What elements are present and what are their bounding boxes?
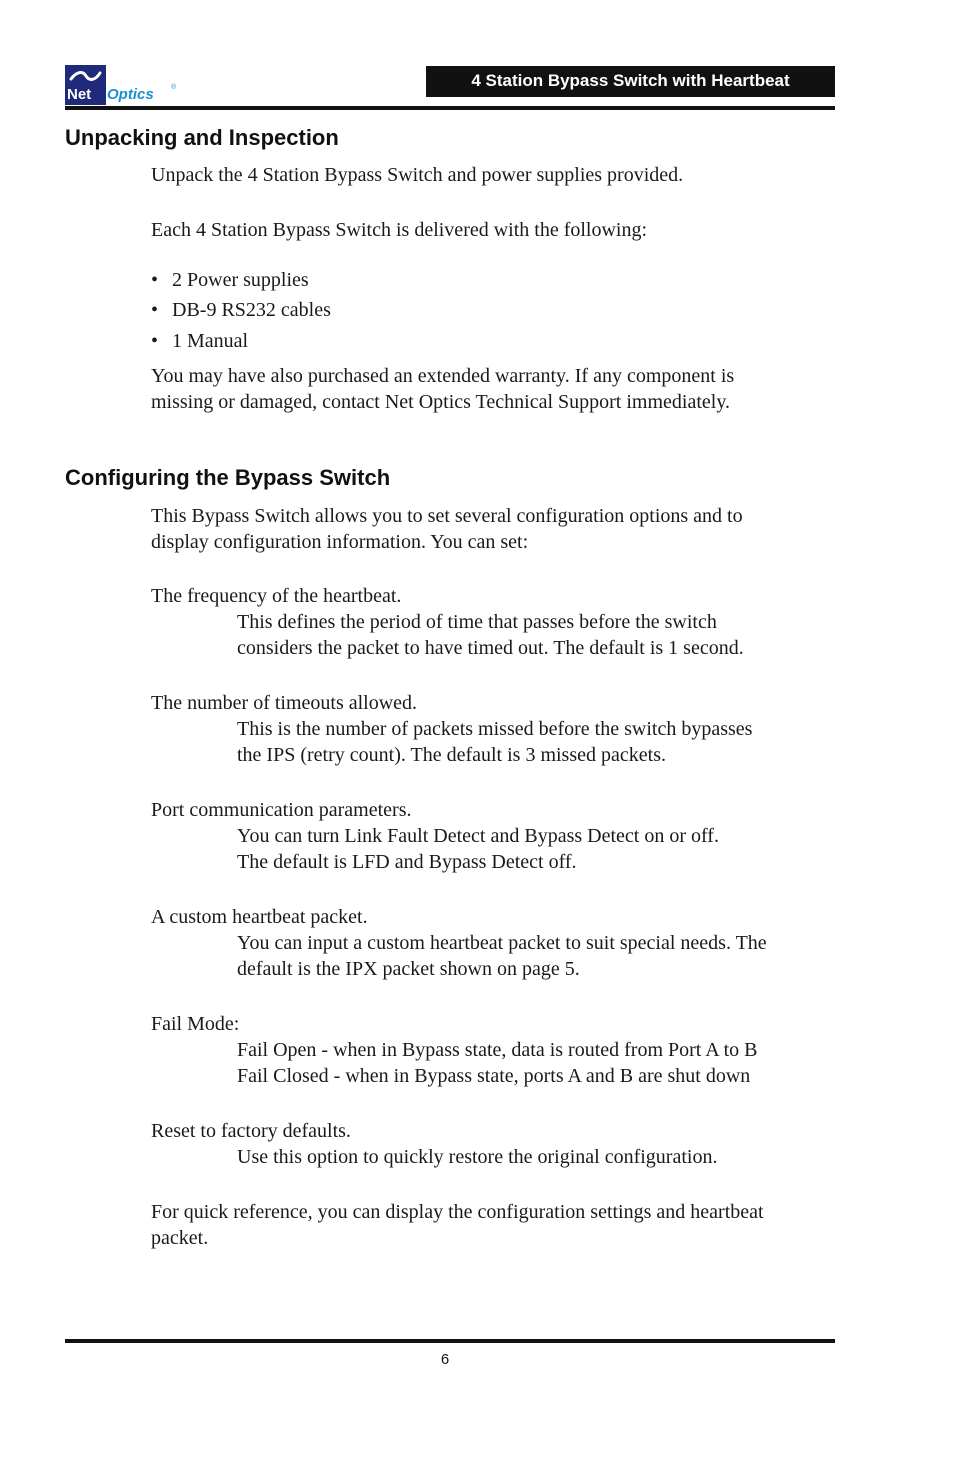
- list-item: [151, 267, 309, 293]
- logo-registered-mark: ®: [171, 84, 177, 91]
- paragraph: Each 4 Station Bypass Switch is delivered with the following:: [151, 219, 648, 241]
- header-title: 4 Station Bypass Switch with Heartbeat: [471, 71, 790, 90]
- option-description: Use this option to quickly restore the original configuration.: [237, 1146, 718, 1168]
- paragraph: Unpack the 4 Station Bypass Switch and power supplies provided.: [151, 164, 684, 186]
- option-description: You can input a custom heartbeat packet to suit special needs. The: [237, 932, 767, 954]
- option-description: This is the number of packets missed before the switch bypasses: [237, 718, 753, 740]
- option-description: Fail Closed - when in Bypass state, ports A and B are shut down: [237, 1065, 751, 1087]
- logo-net-text: Net: [67, 86, 92, 103]
- option-title: Port communication parameters.: [151, 799, 412, 821]
- logo-optics-text: Optics: [107, 86, 154, 103]
- wave-icon: [69, 69, 102, 83]
- paragraph-line: packet.: [151, 1227, 209, 1249]
- paragraph-line: For quick reference, you can display the configuration settings and heartbeat: [151, 1201, 764, 1223]
- header-rule: [65, 106, 835, 110]
- paragraph-line: You may have also purchased an extended warranty. If any component is: [151, 365, 735, 387]
- option-title: The number of timeouts allowed.: [151, 692, 418, 714]
- option-title: A custom heartbeat packet.: [151, 906, 368, 928]
- list-item: [151, 328, 248, 354]
- list-item-text: 1 Manual: [172, 330, 249, 352]
- net-optics-logo: [65, 65, 180, 105]
- list-item: [151, 297, 331, 323]
- bullet-icon: •: [151, 299, 159, 321]
- option-description: default is the IPX packet shown on page 5.: [237, 958, 580, 980]
- section-heading-unpacking: Unpacking and Inspection: [65, 125, 339, 150]
- paragraph-line: display configuration information. You can set:: [151, 531, 529, 553]
- logo-mark: [65, 65, 106, 105]
- option-description: the IPS (retry count). The default is 3 missed packets.: [237, 744, 666, 766]
- option-title: Fail Mode:: [151, 1013, 240, 1035]
- list-item-text: DB-9 RS232 cables: [172, 299, 331, 321]
- option-description: The default is LFD and Bypass Detect off.: [237, 851, 577, 873]
- bullet-icon: •: [151, 269, 159, 291]
- footer-rule: [65, 1339, 835, 1343]
- page-number: 6: [440, 1351, 450, 1368]
- option-title: The frequency of the heartbeat.: [151, 585, 402, 607]
- paragraph-line: missing or damaged, contact Net Optics Technical Support immediately.: [151, 391, 731, 413]
- option-description: You can turn Link Fault Detect and Bypass Detect on or off.: [237, 825, 719, 847]
- section-heading-configuring: Configuring the Bypass Switch: [65, 465, 391, 490]
- paragraph-line: This Bypass Switch allows you to set several configuration options and to: [151, 505, 743, 527]
- option-title: Reset to factory defaults.: [151, 1120, 351, 1142]
- option-description: considers the packet to have timed out. The default is 1 second.: [237, 637, 744, 659]
- header-title-bar: [426, 66, 835, 97]
- option-description: This defines the period of time that passes before the switch: [237, 611, 717, 633]
- bullet-icon: •: [151, 330, 159, 352]
- option-description: Fail Open - when in Bypass state, data is routed from Port A to B: [237, 1039, 758, 1061]
- list-item-text: 2 Power supplies: [172, 269, 309, 291]
